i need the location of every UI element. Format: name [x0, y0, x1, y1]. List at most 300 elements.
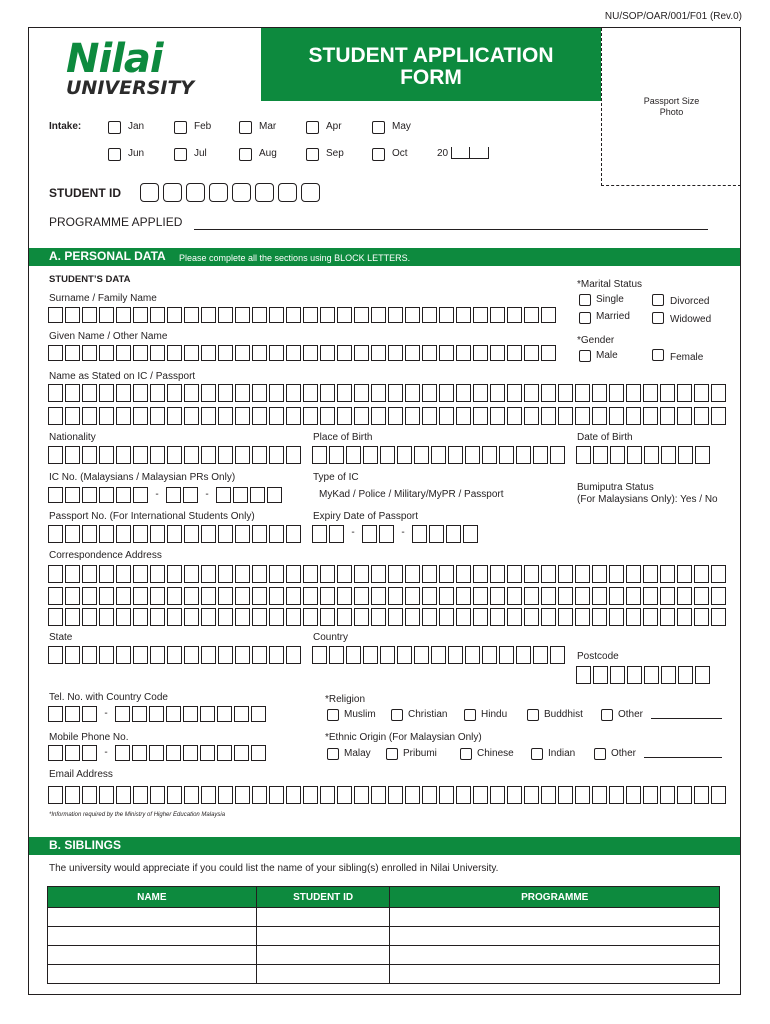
intake-aug-checkbox[interactable] [239, 148, 252, 161]
letter-box[interactable] [541, 384, 556, 402]
letter-box[interactable] [627, 446, 642, 464]
sibling-id-cell[interactable] [256, 965, 390, 984]
letter-box[interactable] [184, 525, 199, 543]
email-boxes[interactable] [48, 786, 728, 804]
letter-box[interactable] [490, 407, 505, 425]
letter-box[interactable] [303, 307, 318, 323]
letter-box[interactable] [201, 525, 216, 543]
letter-box[interactable] [473, 307, 488, 323]
letter-box[interactable] [65, 407, 80, 425]
letter-box[interactable] [218, 307, 233, 323]
letter-box[interactable] [507, 384, 522, 402]
ic-no-boxes[interactable] [48, 487, 284, 503]
letter-box[interactable] [575, 587, 590, 605]
letter-box[interactable] [235, 384, 250, 402]
letter-box[interactable] [558, 565, 573, 583]
letter-box[interactable] [541, 307, 556, 323]
letter-box[interactable] [405, 565, 420, 583]
letter-box[interactable] [431, 646, 446, 664]
letter-box[interactable] [558, 608, 573, 626]
letter-box[interactable] [133, 307, 148, 323]
letter-box[interactable] [286, 786, 301, 804]
letter-box[interactable] [320, 565, 335, 583]
letter-box[interactable] [48, 345, 63, 361]
letter-box[interactable] [592, 407, 607, 425]
letter-box[interactable] [524, 565, 539, 583]
letter-box[interactable] [694, 407, 709, 425]
letter-box[interactable] [133, 525, 148, 543]
letter-box[interactable] [660, 407, 675, 425]
letter-box[interactable] [346, 646, 361, 664]
letter-box[interactable] [431, 446, 446, 464]
letter-box[interactable] [490, 587, 505, 605]
letter-box[interactable] [116, 786, 131, 804]
letter-box[interactable] [575, 407, 590, 425]
letter-box[interactable] [405, 345, 420, 361]
letter-box[interactable] [541, 587, 556, 605]
letter-box[interactable] [286, 646, 301, 664]
letter-box[interactable] [490, 307, 505, 323]
letter-box[interactable] [439, 407, 454, 425]
mobile-boxes[interactable] [48, 745, 268, 761]
letter-box[interactable] [558, 786, 573, 804]
letter-box[interactable] [575, 608, 590, 626]
letter-box[interactable] [499, 646, 514, 664]
single-checkbox[interactable] [579, 294, 591, 306]
letter-box[interactable] [456, 565, 471, 583]
letter-box[interactable] [677, 587, 692, 605]
letter-box[interactable] [252, 307, 267, 323]
name-ic-boxes-1[interactable] [48, 384, 728, 402]
letter-box[interactable] [48, 587, 63, 605]
sibling-programme-cell[interactable] [390, 946, 720, 965]
letter-box[interactable] [456, 587, 471, 605]
letter-box[interactable] [82, 345, 97, 361]
letter-box[interactable] [473, 345, 488, 361]
letter-box[interactable] [677, 565, 692, 583]
letter-box[interactable] [660, 786, 675, 804]
letter-box[interactable] [422, 384, 437, 402]
letter-box[interactable] [286, 384, 301, 402]
letter-box[interactable] [422, 345, 437, 361]
letter-box[interactable] [150, 646, 165, 664]
letter-box[interactable] [167, 345, 182, 361]
letter-box[interactable] [354, 565, 369, 583]
letter-box[interactable] [448, 446, 463, 464]
letter-box[interactable] [456, 384, 471, 402]
letter-box[interactable] [363, 646, 378, 664]
letter-box[interactable] [678, 446, 693, 464]
sibling-name-cell[interactable] [48, 908, 257, 927]
letter-box[interactable] [558, 384, 573, 402]
letter-box[interactable] [167, 525, 182, 543]
letter-box[interactable] [65, 565, 80, 583]
letter-box[interactable] [133, 587, 148, 605]
letter-box[interactable] [711, 407, 726, 425]
letter-box[interactable] [644, 446, 659, 464]
letter-box[interactable] [422, 608, 437, 626]
letter-box[interactable] [303, 587, 318, 605]
letter-box[interactable] [99, 587, 114, 605]
letter-box[interactable] [541, 786, 556, 804]
letter-box[interactable] [82, 646, 97, 664]
letter-box[interactable] [610, 446, 625, 464]
letter-box[interactable] [490, 786, 505, 804]
letter-box[interactable] [550, 446, 565, 464]
letter-box[interactable] [371, 587, 386, 605]
letter-box[interactable] [218, 646, 233, 664]
letter-box[interactable] [312, 646, 327, 664]
letter-box[interactable] [405, 608, 420, 626]
letter-box[interactable] [133, 446, 148, 464]
letter-box[interactable] [422, 587, 437, 605]
letter-box[interactable] [116, 587, 131, 605]
letter-box[interactable] [558, 407, 573, 425]
letter-box[interactable] [661, 446, 676, 464]
letter-box[interactable] [269, 446, 284, 464]
letter-box[interactable] [48, 407, 63, 425]
letter-box[interactable] [694, 608, 709, 626]
letter-box[interactable] [116, 608, 131, 626]
letter-box[interactable] [286, 608, 301, 626]
intake-mar-checkbox[interactable] [239, 121, 252, 134]
letter-box[interactable] [643, 608, 658, 626]
letter-box[interactable] [371, 345, 386, 361]
religion-other-checkbox[interactable] [601, 709, 613, 721]
letter-box[interactable] [354, 384, 369, 402]
letter-box[interactable] [150, 565, 165, 583]
letter-box[interactable] [609, 384, 624, 402]
letter-box[interactable] [626, 786, 641, 804]
letter-box[interactable] [499, 446, 514, 464]
letter-box[interactable] [286, 587, 301, 605]
letter-box[interactable] [643, 587, 658, 605]
intake-oct-checkbox[interactable] [372, 148, 385, 161]
intake-year-boxes[interactable] [451, 147, 491, 159]
letter-box[interactable] [660, 587, 675, 605]
letter-box[interactable] [490, 384, 505, 402]
letter-box[interactable] [694, 786, 709, 804]
intake-sep-checkbox[interactable] [306, 148, 319, 161]
letter-box[interactable] [337, 407, 352, 425]
letter-box[interactable] [422, 307, 437, 323]
letter-box[interactable] [82, 525, 97, 543]
letter-box[interactable] [388, 608, 403, 626]
letter-box[interactable] [201, 384, 216, 402]
given-name-boxes[interactable] [48, 345, 558, 361]
letter-box[interactable] [593, 446, 608, 464]
letter-box[interactable] [507, 407, 522, 425]
letter-box[interactable] [558, 587, 573, 605]
letter-box[interactable] [695, 446, 710, 464]
sibling-programme-cell[interactable] [390, 927, 720, 946]
letter-box[interactable] [235, 786, 250, 804]
letter-box[interactable] [516, 446, 531, 464]
letter-box[interactable] [201, 446, 216, 464]
letter-box[interactable] [184, 345, 199, 361]
letter-box[interactable] [397, 446, 412, 464]
letter-box[interactable] [422, 565, 437, 583]
letter-box[interactable] [626, 608, 641, 626]
ethnic-malay-checkbox[interactable] [327, 748, 339, 760]
letter-box[interactable] [269, 345, 284, 361]
letter-box[interactable] [439, 345, 454, 361]
letter-box[interactable] [414, 646, 429, 664]
letter-box[interactable] [439, 307, 454, 323]
letter-box[interactable] [337, 587, 352, 605]
letter-box[interactable] [133, 345, 148, 361]
letter-box[interactable] [65, 384, 80, 402]
letter-box[interactable] [507, 307, 522, 323]
letter-box[interactable] [609, 608, 624, 626]
letter-box[interactable] [235, 307, 250, 323]
letter-box[interactable] [405, 407, 420, 425]
letter-box[interactable] [99, 307, 114, 323]
student-id-boxes[interactable] [140, 183, 324, 207]
letter-box[interactable] [184, 608, 199, 626]
letter-box[interactable] [711, 786, 726, 804]
letter-box[interactable] [609, 587, 624, 605]
letter-box[interactable] [575, 384, 590, 402]
letter-box[interactable] [354, 407, 369, 425]
sibling-name-cell[interactable] [48, 965, 257, 984]
letter-box[interactable] [286, 407, 301, 425]
letter-box[interactable] [235, 525, 250, 543]
tel-boxes[interactable] [48, 706, 268, 722]
letter-box[interactable] [592, 565, 607, 583]
letter-box[interactable] [414, 446, 429, 464]
letter-box[interactable] [252, 407, 267, 425]
letter-box[interactable] [677, 786, 692, 804]
letter-box[interactable] [269, 608, 284, 626]
letter-box[interactable] [346, 446, 361, 464]
letter-box[interactable] [99, 646, 114, 664]
letter-box[interactable] [184, 565, 199, 583]
letter-box[interactable] [82, 608, 97, 626]
address-boxes-1[interactable] [48, 565, 728, 583]
nationality-boxes[interactable] [48, 446, 303, 464]
letter-box[interactable] [116, 407, 131, 425]
letter-box[interactable] [592, 786, 607, 804]
letter-box[interactable] [465, 446, 480, 464]
letter-box[interactable] [218, 446, 233, 464]
letter-box[interactable] [626, 384, 641, 402]
married-checkbox[interactable] [579, 312, 591, 324]
letter-box[interactable] [218, 608, 233, 626]
letter-box[interactable] [201, 407, 216, 425]
letter-box[interactable] [592, 384, 607, 402]
letter-box[interactable] [677, 608, 692, 626]
letter-box[interactable] [48, 307, 63, 323]
letter-box[interactable] [329, 646, 344, 664]
letter-box[interactable] [48, 646, 63, 664]
letter-box[interactable] [133, 786, 148, 804]
letter-box[interactable] [150, 307, 165, 323]
letter-box[interactable] [218, 345, 233, 361]
religion-muslim-checkbox[interactable] [327, 709, 339, 721]
letter-box[interactable] [167, 384, 182, 402]
letter-box[interactable] [303, 384, 318, 402]
letter-box[interactable] [312, 446, 327, 464]
ethnic-other-checkbox[interactable] [594, 748, 606, 760]
letter-box[interactable] [524, 608, 539, 626]
letter-box[interactable] [218, 407, 233, 425]
letter-box[interactable] [65, 608, 80, 626]
letter-box[interactable] [422, 786, 437, 804]
letter-box[interactable] [439, 608, 454, 626]
letter-box[interactable] [524, 786, 539, 804]
letter-box[interactable] [643, 565, 658, 583]
letter-box[interactable] [388, 565, 403, 583]
letter-box[interactable] [643, 786, 658, 804]
letter-box[interactable] [133, 384, 148, 402]
letter-box[interactable] [303, 407, 318, 425]
letter-box[interactable] [473, 587, 488, 605]
letter-box[interactable] [116, 525, 131, 543]
letter-box[interactable] [82, 587, 97, 605]
letter-box[interactable] [473, 565, 488, 583]
letter-box[interactable] [235, 646, 250, 664]
letter-box[interactable] [235, 608, 250, 626]
letter-box[interactable] [286, 525, 301, 543]
letter-box[interactable] [694, 384, 709, 402]
letter-box[interactable] [320, 587, 335, 605]
letter-box[interactable] [252, 565, 267, 583]
letter-box[interactable] [286, 446, 301, 464]
letter-box[interactable] [150, 407, 165, 425]
letter-box[interactable] [116, 565, 131, 583]
sibling-id-cell[interactable] [256, 908, 390, 927]
male-checkbox[interactable] [579, 350, 591, 362]
letter-box[interactable] [252, 345, 267, 361]
letter-box[interactable] [252, 446, 267, 464]
letter-box[interactable] [269, 646, 284, 664]
letter-box[interactable] [388, 786, 403, 804]
letter-box[interactable] [694, 565, 709, 583]
letter-box[interactable] [354, 345, 369, 361]
letter-box[interactable] [644, 666, 659, 684]
letter-box[interactable] [609, 407, 624, 425]
letter-box[interactable] [541, 345, 556, 361]
letter-box[interactable] [48, 525, 63, 543]
letter-box[interactable] [133, 565, 148, 583]
religion-other-line[interactable] [651, 718, 722, 719]
state-boxes[interactable] [48, 646, 303, 664]
letter-box[interactable] [218, 565, 233, 583]
letter-box[interactable] [711, 384, 726, 402]
letter-box[interactable] [405, 786, 420, 804]
letter-box[interactable] [184, 307, 199, 323]
letter-box[interactable] [65, 446, 80, 464]
letter-box[interactable] [320, 345, 335, 361]
letter-box[interactable] [269, 565, 284, 583]
letter-box[interactable] [541, 565, 556, 583]
letter-box[interactable] [133, 608, 148, 626]
letter-box[interactable] [252, 384, 267, 402]
letter-box[interactable] [201, 608, 216, 626]
letter-box[interactable] [643, 384, 658, 402]
letter-box[interactable] [388, 384, 403, 402]
postcode-boxes[interactable] [576, 666, 712, 684]
letter-box[interactable] [439, 587, 454, 605]
letter-box[interactable] [99, 608, 114, 626]
letter-box[interactable] [252, 646, 267, 664]
ethnic-other-line[interactable] [644, 757, 722, 758]
letter-box[interactable] [82, 407, 97, 425]
letter-box[interactable] [354, 786, 369, 804]
letter-box[interactable] [473, 608, 488, 626]
letter-box[interactable] [218, 384, 233, 402]
letter-box[interactable] [388, 307, 403, 323]
letter-box[interactable] [116, 384, 131, 402]
letter-box[interactable] [711, 587, 726, 605]
letter-box[interactable] [269, 786, 284, 804]
letter-box[interactable] [65, 525, 80, 543]
letter-box[interactable] [337, 608, 352, 626]
letter-box[interactable] [465, 646, 480, 664]
letter-box[interactable] [167, 307, 182, 323]
letter-box[interactable] [201, 307, 216, 323]
letter-box[interactable] [456, 307, 471, 323]
letter-box[interactable] [575, 565, 590, 583]
letter-box[interactable] [490, 565, 505, 583]
letter-box[interactable] [48, 384, 63, 402]
letter-box[interactable] [150, 525, 165, 543]
letter-box[interactable] [388, 407, 403, 425]
letter-box[interactable] [660, 384, 675, 402]
letter-box[interactable] [610, 666, 625, 684]
letter-box[interactable] [184, 646, 199, 664]
passport-photo-box[interactable] [601, 28, 741, 186]
intake-may-checkbox[interactable] [372, 121, 385, 134]
letter-box[interactable] [150, 446, 165, 464]
letter-box[interactable] [643, 407, 658, 425]
letter-box[interactable] [541, 407, 556, 425]
letter-box[interactable] [456, 786, 471, 804]
letter-box[interactable] [371, 786, 386, 804]
letter-box[interactable] [626, 587, 641, 605]
letter-box[interactable] [576, 446, 591, 464]
letter-box[interactable] [593, 666, 608, 684]
date-of-birth-boxes[interactable] [576, 446, 712, 464]
letter-box[interactable] [337, 345, 352, 361]
letter-box[interactable] [626, 407, 641, 425]
divorced-checkbox[interactable] [652, 294, 664, 306]
letter-box[interactable] [48, 608, 63, 626]
address-boxes-3[interactable] [48, 608, 728, 626]
letter-box[interactable] [269, 384, 284, 402]
religion-hindu-checkbox[interactable] [464, 709, 476, 721]
letter-box[interactable] [235, 446, 250, 464]
letter-box[interactable] [184, 384, 199, 402]
letter-box[interactable] [320, 407, 335, 425]
letter-box[interactable] [303, 608, 318, 626]
letter-box[interactable] [320, 384, 335, 402]
letter-box[interactable] [626, 565, 641, 583]
letter-box[interactable] [337, 384, 352, 402]
letter-box[interactable] [490, 608, 505, 626]
letter-box[interactable] [371, 307, 386, 323]
intake-jul-checkbox[interactable] [174, 148, 187, 161]
letter-box[interactable] [507, 345, 522, 361]
letter-box[interactable] [201, 786, 216, 804]
letter-box[interactable] [380, 446, 395, 464]
letter-box[interactable] [303, 786, 318, 804]
letter-box[interactable] [235, 407, 250, 425]
letter-box[interactable] [252, 525, 267, 543]
letter-box[interactable] [269, 587, 284, 605]
sibling-id-cell[interactable] [256, 946, 390, 965]
